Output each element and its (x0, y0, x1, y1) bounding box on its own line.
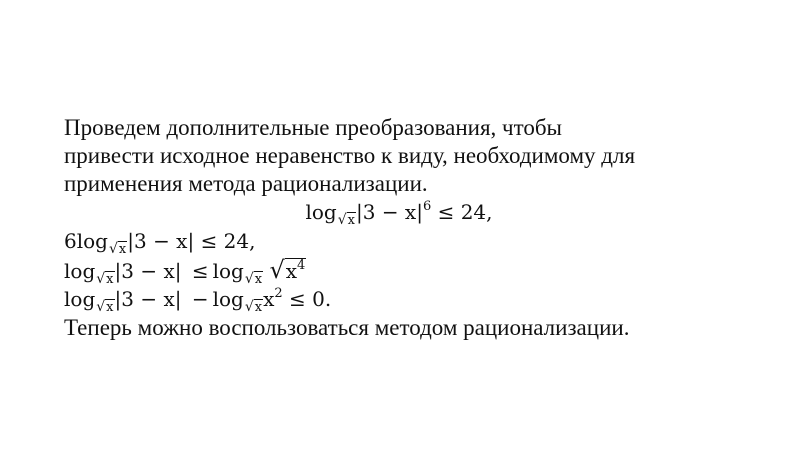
text-block (64, 114, 754, 342)
eq3-body: |3 − x| (114, 259, 182, 283)
log-base: √x (108, 241, 127, 257)
log-symbol: log (305, 200, 337, 224)
log-base: √x (96, 271, 114, 287)
log-symbol: log (212, 259, 244, 283)
log-base: √x (244, 299, 263, 315)
intro-line-3: применения метода рационализации. (64, 171, 428, 196)
equation-2 (64, 227, 754, 256)
equation-4 (64, 285, 754, 314)
eq1-exponent: 6 (422, 199, 432, 214)
eq1-rhs: ≤ 24, (437, 200, 493, 224)
eq4-exponent: 2 (274, 286, 283, 301)
eq4-rhs: ≤ 0. (289, 287, 332, 311)
intro-line-1: Проведем дополнительные преобразования, чтобы (64, 115, 563, 140)
log-base: √x (96, 299, 114, 315)
eq4-body: |3 − x| (114, 287, 182, 311)
eq3-exponent: 4 (297, 258, 306, 273)
equation-3 (64, 256, 754, 285)
eq4-variable: x (263, 287, 275, 311)
log-symbol: log (76, 229, 108, 253)
eq2-rhs: ≤ 24, (200, 229, 256, 253)
log-base: √x (244, 271, 263, 287)
eq4-minus: − (191, 287, 209, 311)
log-symbol: log (64, 259, 96, 283)
log-symbol: log (212, 287, 244, 311)
eq1-body: |3 − x| (356, 200, 423, 224)
log-base: √x (337, 212, 355, 228)
equation-1 (64, 198, 754, 227)
eq2-coefficient: 6 (64, 229, 77, 253)
outro-line: Теперь можно воспользоваться методом рационализации. (64, 315, 630, 340)
radical-x4: $√x^4$ (269, 256, 306, 284)
intro-line-2: привести исходное неравенство к виду, необходимому для (64, 143, 636, 168)
eq2-body: |3 − x| (127, 229, 195, 253)
log-symbol: log (64, 287, 96, 311)
eq3-le: ≤ (191, 259, 209, 283)
